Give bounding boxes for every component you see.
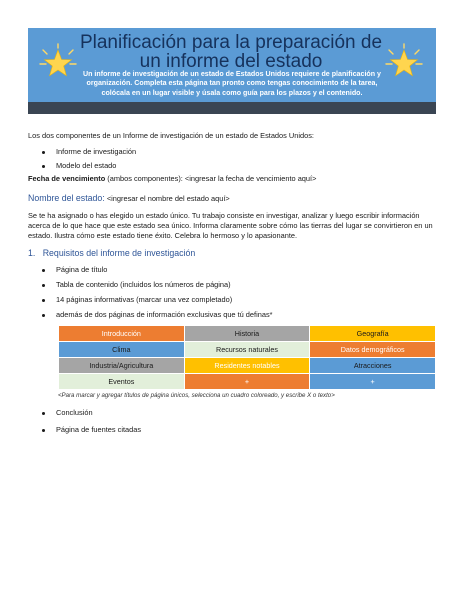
topic-cell[interactable]: Clima xyxy=(59,342,185,358)
components-list xyxy=(28,147,436,171)
grid-instructions: <Para marcar y agregar títulos de página únicos, selecciona un cuadro coloreado, y escribe X o texto> xyxy=(58,392,335,399)
requirements-list xyxy=(28,265,436,320)
header-strip xyxy=(28,102,436,114)
list-item: Página de título xyxy=(28,265,436,275)
intro-text: Los dos componentes de un Informe de investigación de un estado de Estados Unidos: xyxy=(28,131,314,140)
list-item: Informe de investigación xyxy=(28,147,436,157)
document-body xyxy=(28,131,436,435)
topic-cell[interactable]: Introducción xyxy=(59,326,185,342)
star-icon xyxy=(36,42,80,84)
topic-cell[interactable]: + xyxy=(310,374,436,390)
page-subtitle: Un informe de investigación de un estado de Estados Unidos requiere de planificación y organización. Completa esta página tan pronto como tengas conocimiento de la tarea, colócala en un lugar visible y úsala como guía para los plazos y el contenido. xyxy=(83,70,381,97)
topic-cell[interactable]: + xyxy=(184,374,310,390)
topic-cell[interactable]: Eventos xyxy=(59,374,185,390)
requirements-heading xyxy=(28,248,436,259)
due-date-qualifier: (ambos componentes): xyxy=(105,174,185,183)
list-item: Página de fuentes citadas xyxy=(28,425,436,435)
topic-cell[interactable]: Geografía xyxy=(310,326,436,342)
list-item: 14 páginas informativas (marcar una vez completado) xyxy=(28,295,436,305)
requirements-title: Requisitos del informe de investigación xyxy=(42,248,196,258)
list-item: además de dos páginas de información exclusivas que tú definas* xyxy=(28,310,436,320)
state-name-line xyxy=(28,193,436,204)
topic-cell[interactable]: Datos demográficos xyxy=(310,342,436,358)
list-item: Conclusión xyxy=(28,408,436,418)
state-name-label: Nombre del estado: xyxy=(28,193,105,203)
due-date-field[interactable]: <ingresar la fecha de vencimiento aquí> xyxy=(184,174,317,183)
list-item: Tabla de contenido (incluidos los números de página) xyxy=(28,280,436,290)
topic-cell[interactable]: Industria/Agricultura xyxy=(59,358,185,374)
due-date-label: Fecha de vencimiento xyxy=(28,174,106,183)
star-icon xyxy=(382,42,426,84)
topic-cell[interactable]: Historia xyxy=(184,326,310,342)
topic-cell[interactable]: Atracciones xyxy=(310,358,436,374)
list-item: Modelo del estado xyxy=(28,161,436,171)
topics-grid xyxy=(58,325,436,390)
page-title: Planificación para la preparación de un informe del estado xyxy=(79,32,383,72)
assignment-description: Se te ha asignado o has elegido un estado único. Tu trabajo consiste en investigar, analizar y luego escribir información acerca de lo que hace que este estado sea único. Informa claramente sobre cómo las tierras del lugar se convirtieron en un estado. Ilustra cómo este estado tiene éxito. Celebra lo hermoso y lo apasionante. xyxy=(28,211,433,240)
requirements-number: 1. xyxy=(28,248,36,258)
final-items-list xyxy=(28,408,436,435)
due-date-line xyxy=(28,174,436,184)
topic-cell[interactable]: Residentes notables xyxy=(184,358,310,374)
topic-cell[interactable]: Recursos naturales xyxy=(184,342,310,358)
state-name-field[interactable]: <ingresar el nombre del estado aquí> xyxy=(104,194,230,203)
